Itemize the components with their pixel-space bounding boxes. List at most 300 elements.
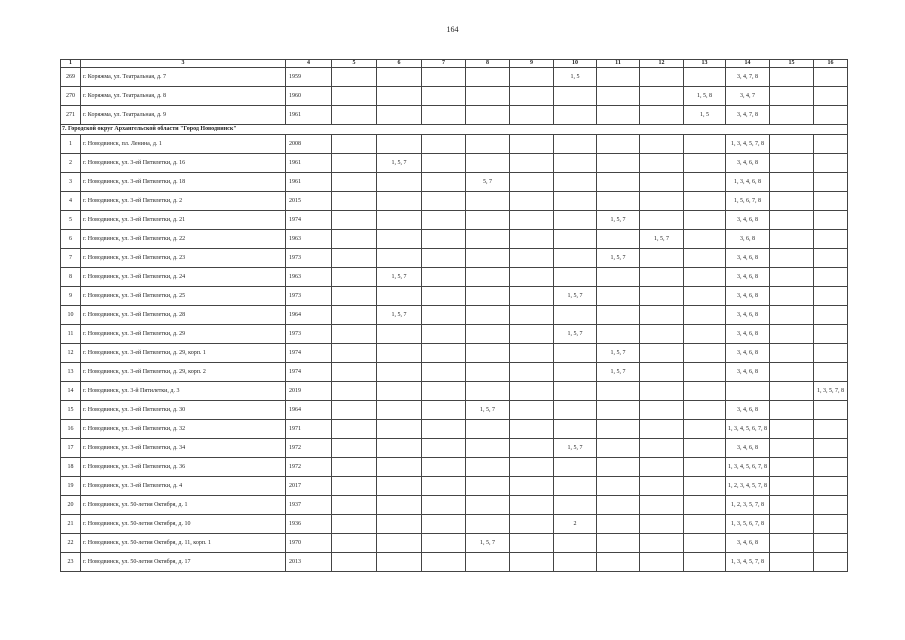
table-cell-c5 [332,106,377,125]
table-cell-c16 [814,458,848,477]
table-cell-c8 [466,553,510,572]
table-cell-c8 [466,306,510,325]
table-cell-c16 [814,230,848,249]
table-cell-c13 [684,192,726,211]
table-row [61,553,848,572]
table-cell-c10 [554,154,597,173]
table-row [61,192,848,211]
table-cell-c5 [332,87,377,106]
table-cell-c10 [554,87,597,106]
table-cell-c16 [814,87,848,106]
table-cell-c16 [814,173,848,192]
table-cell-c10: 1, 5, 7 [554,439,597,458]
table-cell-c1: 7 [61,249,81,268]
table-row [61,268,848,287]
table-cell-c3: г. Новодвинск, ул. 50-летия Октября, д. 1 [81,496,286,515]
table-cell-c9 [510,249,554,268]
table-cell-c5 [332,249,377,268]
table-cell-c16 [814,192,848,211]
table-cell-c11: 1, 5, 7 [597,344,640,363]
table-cell-c6 [377,106,422,125]
table-cell-c1: 6 [61,230,81,249]
table-cell-c7 [422,87,466,106]
table-cell-c16: 1, 3, 5, 7, 8 [814,382,848,401]
table-cell-c12 [640,344,684,363]
table-row [61,306,848,325]
table-cell-c12 [640,382,684,401]
table-cell-c11: 1, 5, 7 [597,363,640,382]
table-cell-c4: 1974 [286,363,332,382]
table-cell-c15 [770,458,814,477]
table-cell-c14: 1, 5, 6, 7, 8 [726,192,770,211]
table-cell-c6 [377,211,422,230]
table-cell-c14: 1, 3, 4, 5, 7, 8 [726,135,770,154]
table-cell-c6 [377,173,422,192]
table-row [61,230,848,249]
table-cell-c5 [332,211,377,230]
table-cell-c11 [597,287,640,306]
table-cell-c15 [770,344,814,363]
table-cell-c10 [554,344,597,363]
table-cell-c5 [332,306,377,325]
table-cell-c5 [332,325,377,344]
table-cell-c13 [684,325,726,344]
table-cell-c10 [554,553,597,572]
table-cell-c13 [684,173,726,192]
table-cell-c3: г. Коряжма, ул. Театральная, д. 8 [81,87,286,106]
table-cell-c4: 1936 [286,515,332,534]
table-cell-c16 [814,135,848,154]
table-cell-c9 [510,211,554,230]
table-cell-c10: 2 [554,515,597,534]
table-cell-c7 [422,401,466,420]
table-cell-c15 [770,87,814,106]
table-cell-c1: 270 [61,87,81,106]
table-cell-c11 [597,420,640,439]
table-cell-c1: 2 [61,154,81,173]
table-cell-c9 [510,458,554,477]
table-cell-c1: 3 [61,173,81,192]
table-cell-c10 [554,211,597,230]
table-cell-c15 [770,68,814,87]
table-cell-c6: 1, 5, 7 [377,154,422,173]
table-cell-c8 [466,477,510,496]
table-cell-c7 [422,268,466,287]
table-cell-c12 [640,268,684,287]
table-cell-c3: г. Новодвинск, ул. 3-ей Пятилетки, д. 24 [81,268,286,287]
column-header: 12 [640,60,684,68]
table-cell-c14: 3, 4, 6, 8 [726,268,770,287]
table-cell-c8 [466,135,510,154]
table-cell-c9 [510,325,554,344]
table-cell-c9 [510,420,554,439]
table-cell-c1: 10 [61,306,81,325]
table-cell-c13 [684,306,726,325]
table-cell-c14: 3, 4, 6, 8 [726,306,770,325]
table-cell-c1: 271 [61,106,81,125]
table-cell-c4: 1972 [286,439,332,458]
table-cell-c10 [554,477,597,496]
table-cell-c3: г. Новодвинск, ул. 3-ей Пятилетки, д. 29, корп. 2 [81,363,286,382]
table-cell-c3: г. Новодвинск, ул. 3-ей Пятилетки, д. 36 [81,458,286,477]
table-cell-c14: 3, 4, 6, 8 [726,249,770,268]
table-cell-c4: 1972 [286,458,332,477]
table-cell-c11 [597,382,640,401]
table-cell-c6 [377,363,422,382]
table-cell-c3: г. Новодвинск, ул. 3-ей Пятилетки, д. 4 [81,477,286,496]
table-cell-c5 [332,268,377,287]
table-cell-c7 [422,515,466,534]
table-cell-c1: 22 [61,534,81,553]
table-cell-c8 [466,325,510,344]
table-cell-c12 [640,87,684,106]
table-cell-c7 [422,325,466,344]
table-cell-c5 [332,135,377,154]
table-cell-c6 [377,382,422,401]
table-cell-c10 [554,382,597,401]
table-cell-c11 [597,325,640,344]
table-cell-c13 [684,534,726,553]
header-row [61,60,848,68]
table-cell-c11 [597,268,640,287]
table-cell-c14: 3, 4, 6, 8 [726,287,770,306]
table-cell-c12 [640,515,684,534]
table-cell-c12 [640,420,684,439]
table-cell-c7 [422,306,466,325]
table-cell-c5 [332,515,377,534]
table-cell-c4: 1970 [286,534,332,553]
table-cell-c5 [332,382,377,401]
table-cell-c7 [422,553,466,572]
table-cell-c4: 1974 [286,344,332,363]
table-cell-c15 [770,106,814,125]
table-cell-c10 [554,268,597,287]
table-cell-c15 [770,306,814,325]
table-cell-c1: 9 [61,287,81,306]
table-cell-c14: 3, 4, 6, 8 [726,439,770,458]
table-row [61,173,848,192]
table-cell-c14: 3, 4, 6, 8 [726,363,770,382]
table-cell-c13: 1, 5 [684,106,726,125]
table-cell-c8 [466,287,510,306]
table-row [61,135,848,154]
table-cell-c10 [554,363,597,382]
table-cell-c10 [554,249,597,268]
table-cell-c13: 1, 5, 8 [684,87,726,106]
table-cell-c13 [684,401,726,420]
table-cell-c6 [377,401,422,420]
table-cell-c4: 1973 [286,287,332,306]
table-cell-c9 [510,401,554,420]
table-cell-c6 [377,553,422,572]
table-cell-c15 [770,325,814,344]
section-header-row [61,125,848,135]
table-cell-c8 [466,515,510,534]
table-cell-c9 [510,154,554,173]
table-cell-c9 [510,515,554,534]
table-cell-c7 [422,496,466,515]
table-cell-c16 [814,363,848,382]
table-cell-c4: 2019 [286,382,332,401]
table-cell-c8 [466,106,510,125]
table-cell-c12: 1, 5, 7 [640,230,684,249]
table-cell-c13 [684,135,726,154]
table-body [61,68,848,572]
table-cell-c14: 3, 4, 6, 8 [726,154,770,173]
table-cell-c11 [597,68,640,87]
table-cell-c10 [554,534,597,553]
table-cell-c16 [814,420,848,439]
table-cell-c15 [770,268,814,287]
table-cell-c12 [640,439,684,458]
table-cell-c11 [597,173,640,192]
table-cell-c3: г. Новодвинск, ул. 3-ей Пятилетки, д. 23 [81,249,286,268]
table-cell-c14: 3, 4, 6, 8 [726,211,770,230]
table-cell-c9 [510,477,554,496]
table-cell-c13 [684,344,726,363]
table-cell-c13 [684,363,726,382]
table-cell-c12 [640,173,684,192]
table-cell-c15 [770,249,814,268]
column-header: 11 [597,60,640,68]
table-cell-c3: г. Коряжма, ул. Театральная, д. 9 [81,106,286,125]
table-cell-c10 [554,401,597,420]
table-cell-c7 [422,287,466,306]
table-cell-c16 [814,154,848,173]
table-cell-c16 [814,268,848,287]
column-header: 4 [286,60,332,68]
table-cell-c4: 1961 [286,173,332,192]
table-cell-c11 [597,192,640,211]
table-cell-c12 [640,477,684,496]
table-cell-c1: 4 [61,192,81,211]
table-cell-c9 [510,87,554,106]
column-header: 10 [554,60,597,68]
table-cell-c13 [684,553,726,572]
table-cell-c9 [510,363,554,382]
table-cell-c10 [554,420,597,439]
table-cell-c8 [466,420,510,439]
table-cell-c9 [510,439,554,458]
table-cell-c5 [332,420,377,439]
table-cell-c9 [510,344,554,363]
table-row [61,477,848,496]
table-cell-c1: 19 [61,477,81,496]
table-cell-c14: 1, 2, 3, 5, 7, 8 [726,496,770,515]
table-row [61,87,848,106]
table-cell-c5 [332,154,377,173]
table-cell-c6 [377,87,422,106]
table-cell-c8 [466,192,510,211]
table-cell-c5 [332,363,377,382]
table-cell-c1: 15 [61,401,81,420]
table-cell-c12 [640,106,684,125]
table-cell-c7 [422,363,466,382]
table-cell-c14: 3, 4, 6, 8 [726,325,770,344]
table-cell-c8 [466,439,510,458]
table-cell-c15 [770,287,814,306]
table-cell-c15 [770,154,814,173]
table-cell-c10 [554,496,597,515]
table-cell-c16 [814,439,848,458]
table-cell-c5 [332,477,377,496]
table-cell-c11 [597,306,640,325]
table-cell-c13 [684,420,726,439]
section-title: 7. Городской округ Архангельской области "Город Новодвинск" [61,125,848,135]
table-cell-c13 [684,515,726,534]
table-cell-c3: г. Коряжма, ул. Театральная, д. 7 [81,68,286,87]
table-row [61,496,848,515]
table-cell-c12 [640,135,684,154]
table-cell-c8 [466,154,510,173]
table-row [61,249,848,268]
table-cell-c9 [510,287,554,306]
table-row [61,211,848,230]
column-header: 8 [466,60,510,68]
table-cell-c15 [770,553,814,572]
table-cell-c9 [510,553,554,572]
column-header: 7 [422,60,466,68]
column-header: 14 [726,60,770,68]
table-cell-c14: 3, 4, 6, 8 [726,534,770,553]
table-cell-c14: 3, 4, 7, 8 [726,68,770,87]
table-cell-c7 [422,230,466,249]
table-cell-c6 [377,249,422,268]
table-cell-c5 [332,68,377,87]
table-cell-c6: 1, 5, 7 [377,306,422,325]
table-cell-c13 [684,68,726,87]
table-cell-c6 [377,192,422,211]
table-cell-c4: 2013 [286,553,332,572]
table-cell-c5 [332,287,377,306]
table-cell-c12 [640,306,684,325]
table-cell-c1: 23 [61,553,81,572]
table-cell-c7 [422,192,466,211]
table-cell-c6 [377,68,422,87]
table-cell-c4: 2015 [286,192,332,211]
table-cell-c7 [422,477,466,496]
table-cell-c7 [422,382,466,401]
table-cell-c5 [332,439,377,458]
table-cell-c3: г. Новодвинск, ул. 3-й Пятилетки, д. 3 [81,382,286,401]
table-cell-c9 [510,534,554,553]
column-header: 1 [61,60,81,68]
table-cell-c14 [726,382,770,401]
table-cell-c16 [814,534,848,553]
table-cell-c15 [770,477,814,496]
table-cell-c3: г. Новодвинск, ул. 3-ей Пятилетки, д. 30 [81,401,286,420]
table-cell-c6 [377,135,422,154]
table-cell-c4: 1960 [286,87,332,106]
table-cell-c11 [597,154,640,173]
table-cell-c11 [597,477,640,496]
table-cell-c1: 5 [61,211,81,230]
table-cell-c6 [377,458,422,477]
table-cell-c5 [332,230,377,249]
table-cell-c11 [597,534,640,553]
table-cell-c4: 1971 [286,420,332,439]
table-cell-c13 [684,287,726,306]
table-cell-c16 [814,496,848,515]
table-cell-c12 [640,68,684,87]
table-cell-c9 [510,382,554,401]
table-cell-c16 [814,68,848,87]
table-cell-c5 [332,401,377,420]
table-cell-c15 [770,534,814,553]
table-cell-c3: г. Новодвинск, пл. Ленина, д. 1 [81,135,286,154]
table-cell-c16 [814,325,848,344]
table-cell-c9 [510,306,554,325]
table-cell-c7 [422,154,466,173]
table-cell-c8 [466,496,510,515]
table-cell-c14: 1, 3, 5, 6, 7, 8 [726,515,770,534]
column-header: 9 [510,60,554,68]
table-cell-c3: г. Новодвинск, ул. 3-ей Пятилетки, д. 34 [81,439,286,458]
table-cell-c15 [770,173,814,192]
table-cell-c15 [770,515,814,534]
table-cell-c12 [640,496,684,515]
table-cell-c6 [377,477,422,496]
table-cell-c15 [770,496,814,515]
table-cell-c16 [814,306,848,325]
table-cell-c8: 1, 5, 7 [466,401,510,420]
table-row [61,106,848,125]
table-cell-c8 [466,458,510,477]
table-cell-c15 [770,230,814,249]
table-cell-c4: 1973 [286,249,332,268]
table-cell-c1: 8 [61,268,81,287]
table-cell-c9 [510,268,554,287]
table-cell-c1: 21 [61,515,81,534]
table-cell-c9 [510,192,554,211]
table-cell-c4: 1963 [286,268,332,287]
table-cell-c15 [770,382,814,401]
table-cell-c3: г. Новодвинск, ул. 50-летия Октября, д. 10 [81,515,286,534]
table-cell-c14: 3, 4, 6, 8 [726,401,770,420]
table-cell-c1: 18 [61,458,81,477]
table-row [61,420,848,439]
table-cell-c3: г. Новодвинск, ул. 3-ей Пятилетки, д. 16 [81,154,286,173]
table-cell-c4: 1959 [286,68,332,87]
table-header [61,60,848,68]
table-cell-c10 [554,230,597,249]
table-cell-c13 [684,211,726,230]
table-cell-c11 [597,458,640,477]
table-row [61,534,848,553]
table-cell-c16 [814,401,848,420]
table-cell-c14: 1, 3, 4, 5, 6, 7, 8 [726,458,770,477]
table-row [61,363,848,382]
table-cell-c7 [422,439,466,458]
table-cell-c12 [640,249,684,268]
table-cell-c13 [684,496,726,515]
table-cell-c5 [332,534,377,553]
table-cell-c3: г. Новодвинск, ул. 3-ей Пятилетки, д. 25 [81,287,286,306]
table-cell-c15 [770,401,814,420]
table-cell-c3: г. Новодвинск, ул. 3-ей Пятилетки, д. 18 [81,173,286,192]
column-header: 15 [770,60,814,68]
housing-table [60,59,848,572]
table-cell-c11 [597,230,640,249]
table-cell-c12 [640,325,684,344]
table-cell-c8: 1, 5, 7 [466,534,510,553]
table-cell-c14: 3, 4, 6, 8 [726,344,770,363]
table-cell-c6 [377,344,422,363]
table-cell-c4: 1961 [286,106,332,125]
table-cell-c14: 3, 4, 7, 8 [726,106,770,125]
table-cell-c16 [814,344,848,363]
column-header: 3 [81,60,286,68]
